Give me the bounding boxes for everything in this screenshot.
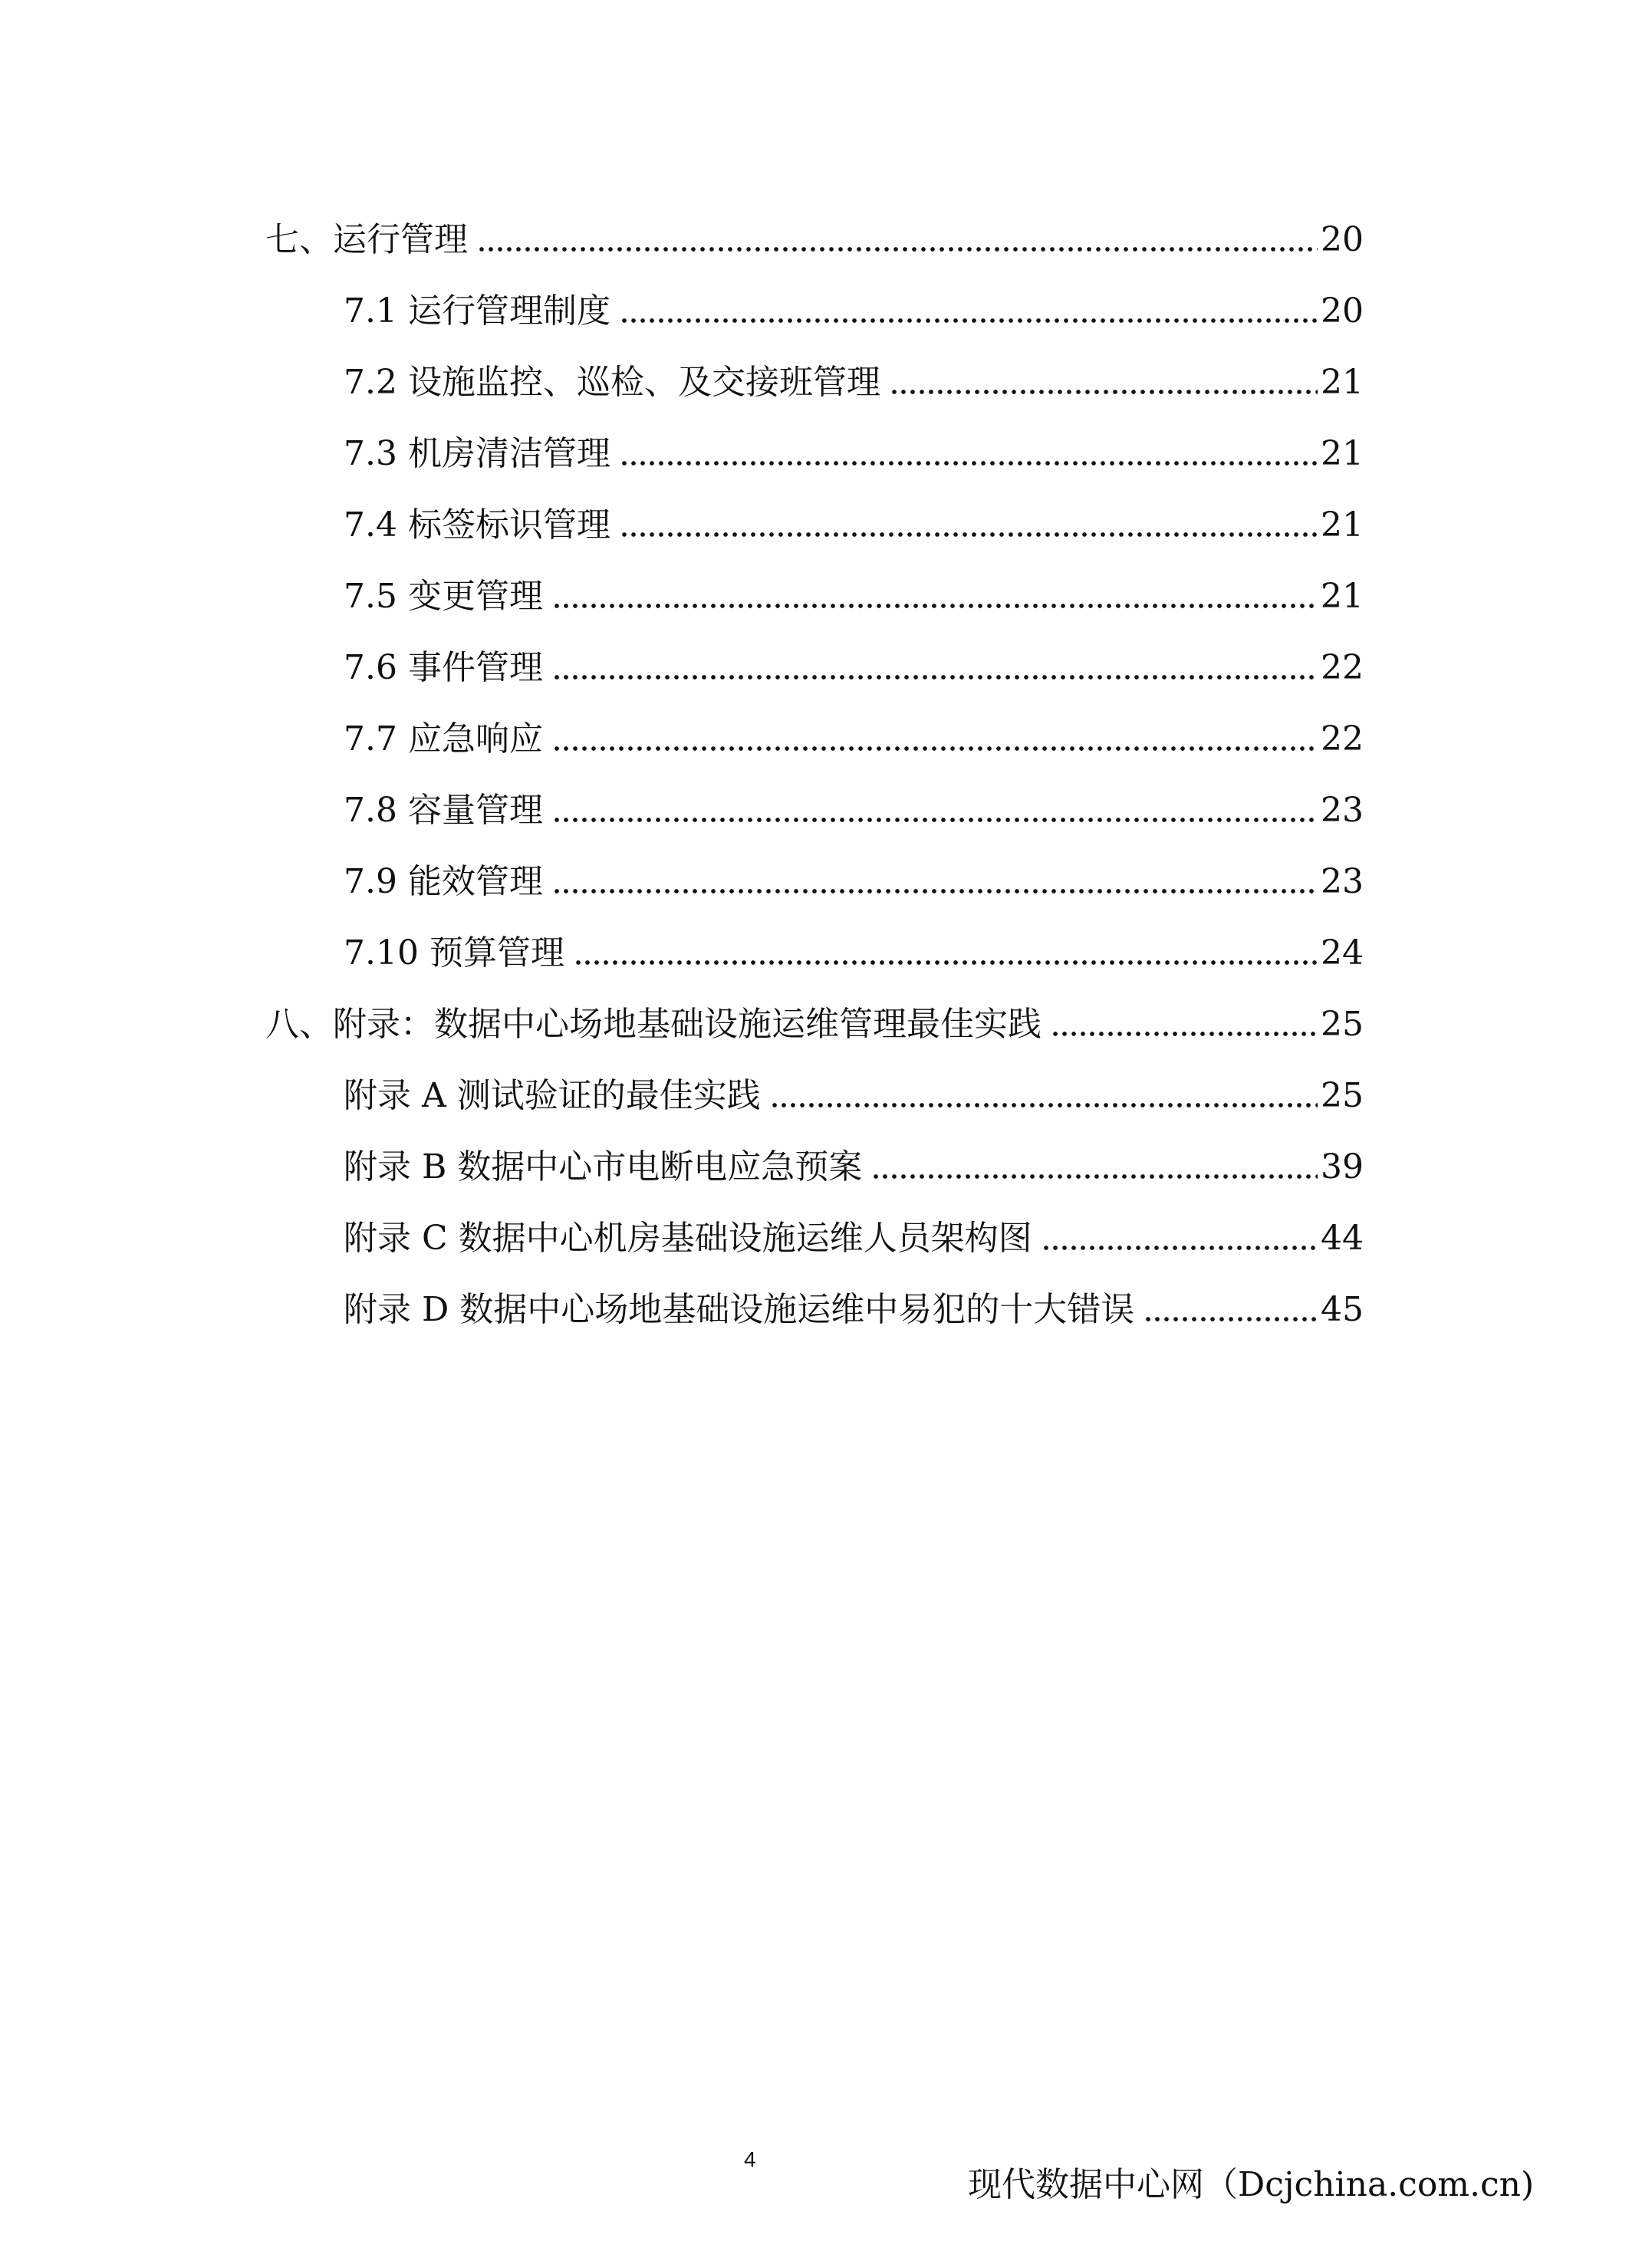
toc-entry-title: 八、附录：数据中心场地基础设施运维管理最佳实践: [265, 1005, 1042, 1044]
toc-entry-title: 7.7 应急响应: [344, 719, 543, 759]
dot-leader: [620, 318, 1318, 324]
toc-entry[interactable]: [265, 347, 1364, 418]
dot-leader: [770, 1102, 1318, 1108]
toc-entry-title: 7.9 能效管理: [344, 862, 543, 901]
toc-entry-page: 21: [1321, 434, 1364, 473]
toc-entry-page: 44: [1321, 1219, 1364, 1258]
dot-leader: [1051, 1031, 1318, 1037]
toc-entry-title: 7.2 设施监控、巡检、及交接班管理: [344, 363, 880, 402]
toc-entry[interactable]: [265, 632, 1364, 703]
toc-entry[interactable]: [265, 703, 1364, 775]
toc-entry[interactable]: [265, 1203, 1364, 1274]
toc-entry-page: 25: [1321, 1076, 1364, 1115]
toc-entry[interactable]: [265, 1060, 1364, 1131]
toc-entry[interactable]: [265, 917, 1364, 989]
dot-leader: [477, 246, 1318, 252]
toc-entry[interactable]: [265, 989, 1364, 1060]
toc-entry-page: 23: [1321, 791, 1364, 830]
dot-leader: [620, 532, 1318, 538]
page-number: 4: [744, 2147, 756, 2171]
dot-leader: [552, 888, 1318, 894]
toc-entry-title: 7.5 变更管理: [344, 577, 543, 616]
toc-entry-title: 附录 A 测试验证的最佳实践: [344, 1076, 761, 1115]
dot-leader: [1144, 1316, 1318, 1322]
toc-entry-page: 45: [1321, 1290, 1364, 1329]
toc-entry-title: 7.8 容量管理: [344, 791, 543, 830]
dot-leader: [552, 674, 1318, 680]
toc-entry-title: 附录 D 数据中心场地基础设施运维中易犯的十大错误: [344, 1290, 1135, 1329]
toc-entry-title: 7.3 机房清洁管理: [344, 434, 610, 473]
toc-entry-page: 39: [1321, 1147, 1364, 1186]
toc-entry-page: 20: [1321, 220, 1364, 259]
toc-entry-title: 七、运行管理: [265, 220, 468, 259]
dot-leader: [552, 745, 1318, 752]
toc-entry-title: 7.4 标签标识管理: [344, 505, 610, 545]
toc-entry[interactable]: [265, 204, 1364, 275]
toc-entry-page: 21: [1321, 577, 1364, 616]
dot-leader: [890, 389, 1318, 395]
toc-entry[interactable]: [265, 418, 1364, 489]
toc-entry-page: 22: [1321, 719, 1364, 759]
toc-entry-page: 20: [1321, 291, 1364, 331]
dot-leader: [620, 460, 1318, 466]
toc-entry[interactable]: [265, 846, 1364, 917]
toc-entry-page: 23: [1321, 862, 1364, 901]
toc-entry-page: 24: [1321, 933, 1364, 973]
toc-entry-title: 附录 C 数据中心机房基础设施运维人员架构图: [344, 1219, 1032, 1258]
table-of-contents: [265, 204, 1364, 1345]
toc-entry[interactable]: [265, 561, 1364, 632]
toc-entry[interactable]: [265, 775, 1364, 846]
dot-leader: [1042, 1245, 1318, 1251]
toc-entry[interactable]: [265, 489, 1364, 561]
toc-entry-title: 附录 B 数据中心市电断电应急预案: [344, 1147, 863, 1186]
dot-leader: [574, 959, 1318, 966]
dot-leader: [552, 817, 1318, 823]
toc-entry-title: 7.6 事件管理: [344, 648, 543, 687]
toc-entry-page: 21: [1321, 505, 1364, 545]
dot-leader: [871, 1173, 1318, 1180]
footer-site-name: 现代数据中心网（Dcjchina.com.cn): [968, 2165, 1535, 2204]
toc-entry[interactable]: [265, 1131, 1364, 1203]
toc-entry[interactable]: [265, 1274, 1364, 1345]
dot-leader: [552, 603, 1318, 609]
toc-entry-page: 21: [1321, 363, 1364, 402]
toc-entry-page: 25: [1321, 1005, 1364, 1044]
toc-entry-title: 7.1 运行管理制度: [344, 291, 610, 331]
toc-entry-page: 22: [1321, 648, 1364, 687]
toc-entry-title: 7.10 预算管理: [344, 933, 564, 973]
toc-entry[interactable]: [265, 275, 1364, 347]
